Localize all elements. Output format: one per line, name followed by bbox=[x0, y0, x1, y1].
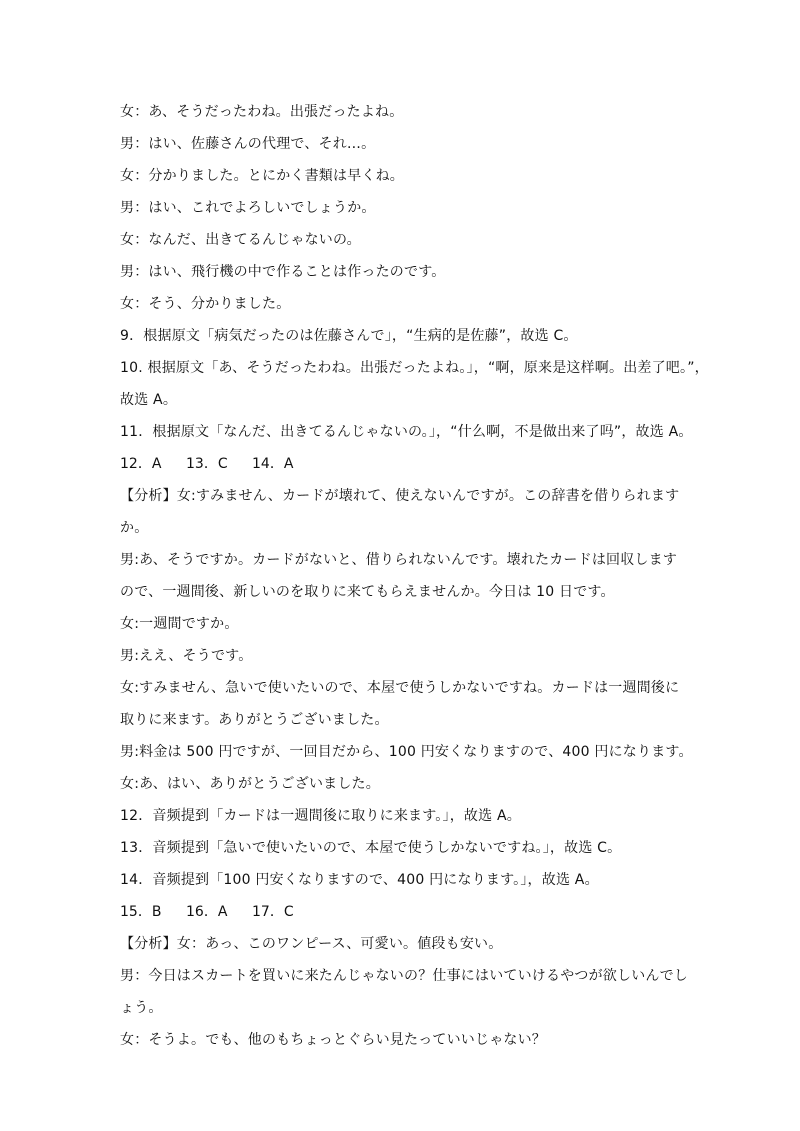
explanation-line: 9．根据原文「病気だったのは佐藤さんで」，“生病的是佐藤”，故选 C。 bbox=[120, 328, 578, 344]
dialogue-line: 女：そうよ。でも、他のもちょっとぐらい見たっていいじゃない？ bbox=[120, 1032, 546, 1048]
answer-item: 16．A bbox=[186, 904, 228, 920]
explanation-line: 14．音频提到「100 円安くなりますので、400 円になります。」，故选 A。 bbox=[120, 872, 599, 888]
explanation-line: 13．音频提到「急いで使いたいので、本屋で使うしかないですね。」，故选 C。 bbox=[120, 840, 622, 856]
dialogue-line: 女:一週間ですか。 bbox=[120, 616, 239, 632]
analysis-line: 【分析】女：あっ、このワンピース、可愛い。値段も安い。 bbox=[120, 936, 503, 952]
dialogue-line: 女：そう、分かりました。 bbox=[120, 296, 291, 312]
explanation-line: 10. 根据原文「あ、そうだったわね。出張だったよね。」，“啊，原来是这样啊。出差了吧。”， bbox=[120, 360, 709, 376]
explanation-line: 11．根据原文「なんだ、出きてるんじゃないの。」，“什么啊，不是做出来了吗”，故选 A。 bbox=[120, 424, 693, 440]
dialogue-line: 女：分かりました。とにかく書類は早くね。 bbox=[120, 168, 404, 184]
explanation-line: 12．音频提到「カードは一週間後に取りに来ます。」，故选 A。 bbox=[120, 808, 521, 824]
analysis-line: 【分析】女:すみません、カードが壊れて、使えないんですが。この辞書を借りられます bbox=[120, 488, 680, 504]
answer-key-row bbox=[120, 454, 293, 474]
analysis-line: か。 bbox=[120, 520, 149, 536]
answer-item: 17．C bbox=[252, 904, 294, 920]
dialogue-line: 女:あ、はい、ありがとうございました。 bbox=[120, 776, 380, 792]
answer-item: 14．A bbox=[252, 456, 294, 472]
answer-item: 15．B bbox=[120, 904, 162, 920]
dialogue-line: 男：今日はスカートを買いに来たんじゃないの？仕事にはいていけるやつが欲しいんでし bbox=[120, 968, 688, 984]
dialogue-line: 男:料金は 500 円ですが、一回目だから、100 円安くなりますので、400 円になります。 bbox=[120, 744, 693, 760]
dialogue-line: 男：はい、これでよろしいでしょうか。 bbox=[120, 200, 376, 216]
dialogue-line: 取りに来ます。ありがとうございました。 bbox=[120, 712, 389, 728]
explanation-line: 故选 A。 bbox=[120, 392, 178, 408]
dialogue-line: 女:すみません、急いで使いたいので、本屋で使うしかないですね。カードは一週間後に bbox=[120, 680, 680, 696]
dialogue-line: 女：あ、そうだったわね。出張だったよね。 bbox=[120, 104, 404, 120]
dialogue-line: 男:ええ、そうです。 bbox=[120, 648, 253, 664]
answer-key-row bbox=[120, 902, 294, 922]
dialogue-line: ので、一週間後、新しいのを取りに来てもらえませんか。今日は 10 日です。 bbox=[120, 584, 615, 600]
answer-item: 12．A bbox=[120, 456, 162, 472]
dialogue-line: 男：はい、佐藤さんの代理で、それ…。 bbox=[120, 136, 376, 152]
answer-item: 13．C bbox=[186, 456, 228, 472]
dialogue-line: ょう。 bbox=[120, 1000, 163, 1016]
dialogue-line: 女：なんだ、出きてるんじゃないの。 bbox=[120, 232, 361, 248]
dialogue-line: 男:あ、そうですか。カードがないと、借りられないんです。壊れたカードは回収します bbox=[120, 552, 678, 568]
dialogue-line: 男：はい、飛行機の中で作ることは作ったのです。 bbox=[120, 264, 446, 280]
